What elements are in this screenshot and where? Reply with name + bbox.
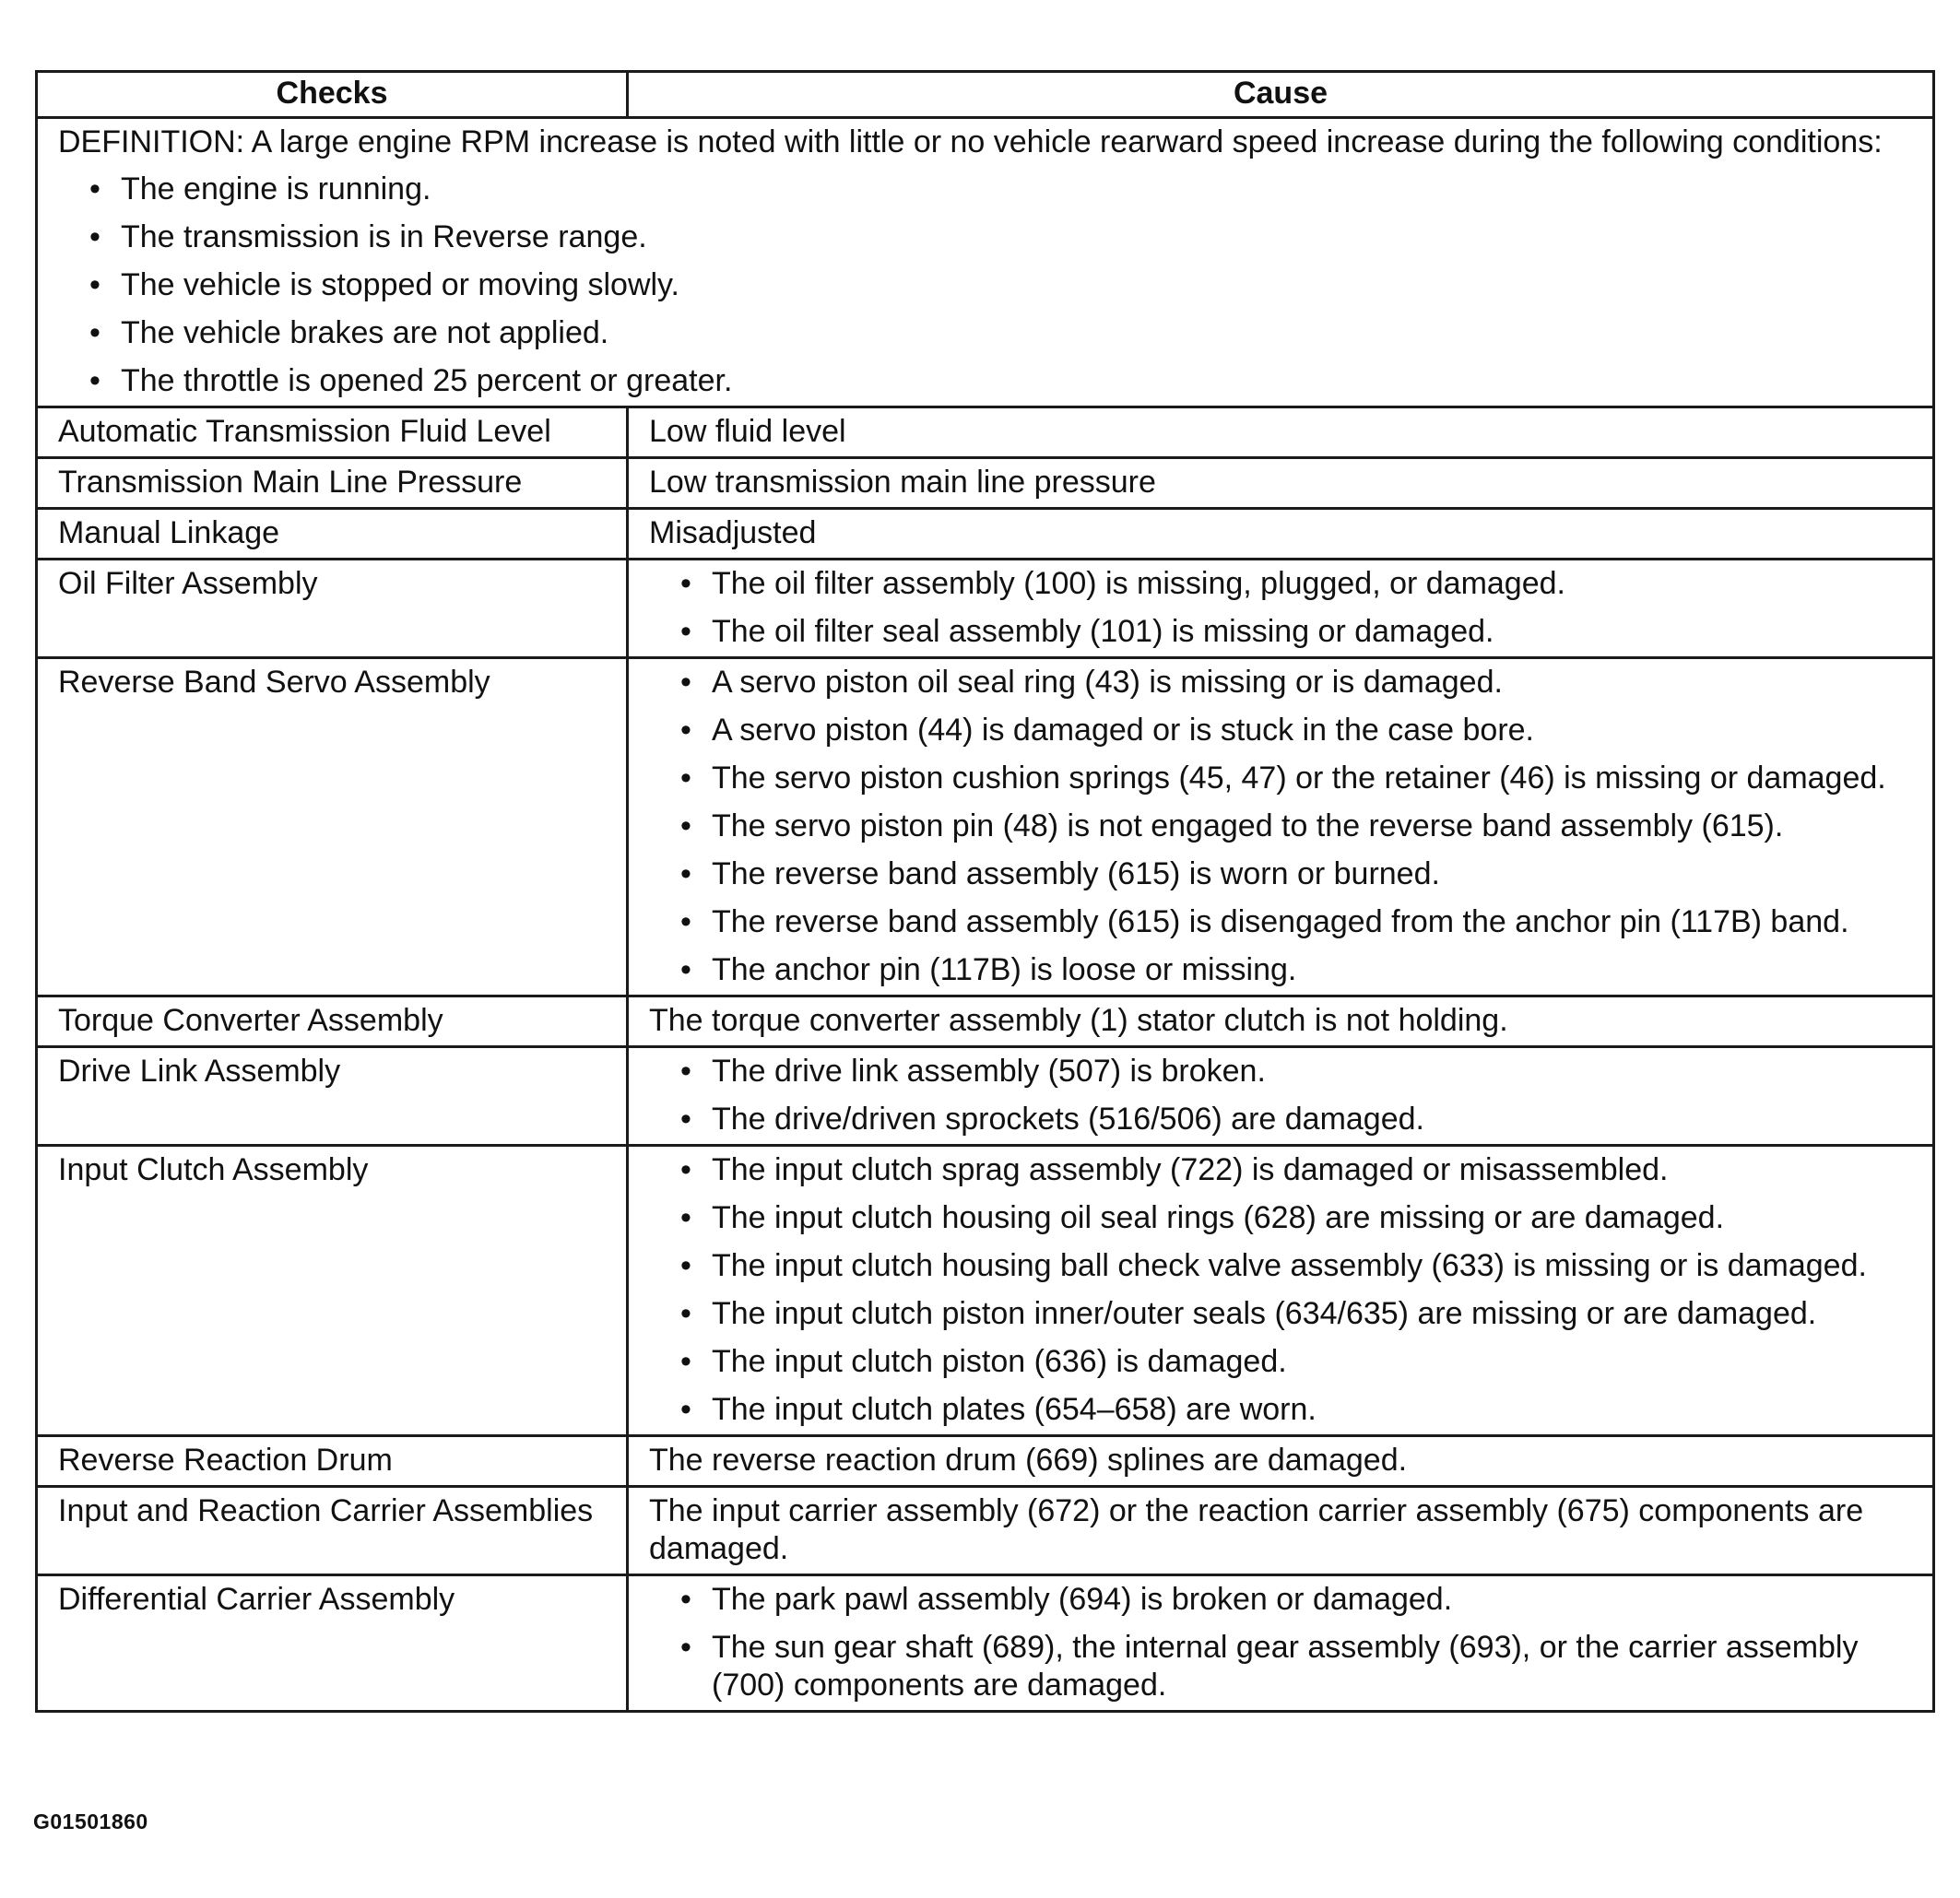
cause-cell: Low fluid level (628, 407, 1934, 458)
table-row (37, 1436, 1934, 1487)
condition-text: The throttle is opened 25 percent or greater. (121, 363, 733, 398)
cause-item (680, 565, 1923, 603)
condition-text: The vehicle brakes are not applied. (121, 315, 609, 350)
table-row (37, 1487, 1934, 1575)
check-cell: Torque Converter Assembly (37, 996, 628, 1047)
cause-item (680, 1343, 1923, 1381)
cause-text: The input clutch plates (654–658) are worn. (712, 1392, 1317, 1427)
table-row (37, 1575, 1934, 1712)
cause-item (680, 1581, 1923, 1619)
table-row (37, 560, 1934, 658)
cause-item (680, 1151, 1923, 1189)
bullet-icon: • (89, 267, 100, 302)
cause-item (680, 855, 1923, 893)
cause-text: The oil filter assembly (100) is missing, plugged, or damaged. (712, 566, 1565, 601)
bullet-icon: • (680, 904, 691, 939)
check-cell: Input Clutch Assembly (37, 1146, 628, 1436)
cause-text: The drive link assembly (507) is broken. (712, 1054, 1266, 1089)
bullet-icon: • (680, 1392, 691, 1427)
cause-cell: Low transmission main line pressure (628, 458, 1934, 509)
check-cell: Reverse Band Servo Assembly (37, 658, 628, 996)
cause-text: The oil filter seal assembly (101) is missing or damaged. (712, 614, 1494, 649)
cause-text: The input clutch housing ball check valve assembly (633) is missing or is damaged. (712, 1248, 1867, 1283)
condition-item (89, 218, 1923, 256)
cause-item (680, 808, 1923, 845)
cause-list (649, 1053, 1923, 1138)
bullet-icon: • (89, 171, 100, 206)
cause-cell: The reverse reaction drum (669) splines are damaged. (628, 1436, 1934, 1487)
definition-text: DEFINITION: A large engine RPM increase is noted with little or no vehicle rearward speed increase during the following conditions: (58, 124, 1883, 159)
bullet-icon: • (680, 760, 691, 796)
cause-item (680, 613, 1923, 651)
cause-list (649, 565, 1923, 651)
cause-text: A servo piston oil seal ring (43) is missing or is damaged. (712, 665, 1503, 700)
figure-id: G01501860 (33, 1810, 148, 1833)
check-cell: Input and Reaction Carrier Assemblies (37, 1487, 628, 1575)
condition-item (89, 171, 1923, 208)
bullet-icon: • (680, 1054, 691, 1089)
cause-text: The park pawl assembly (694) is broken or damaged. (712, 1582, 1453, 1617)
check-cell: Manual Linkage (37, 509, 628, 560)
cause-item (680, 1053, 1923, 1090)
cause-text: The input clutch housing oil seal rings (628) are missing or are damaged. (712, 1200, 1725, 1235)
bullet-icon: • (89, 219, 100, 254)
bullet-icon: • (680, 1152, 691, 1187)
cause-header: Cause (628, 72, 1934, 118)
table-row (37, 996, 1934, 1047)
cause-cell (628, 1575, 1934, 1712)
cause-text: The sun gear shaft (689), the internal gear assembly (693), or the carrier assembly (700) components are damaged. (712, 1630, 1859, 1703)
bullet-icon: • (680, 713, 691, 748)
cause-cell: Misadjusted (628, 509, 1934, 560)
cause-cell: The input carrier assembly (672) or the reaction carrier assembly (675) components are damaged. (628, 1487, 1934, 1575)
check-cell: Reverse Reaction Drum (37, 1436, 628, 1487)
cause-item (680, 1391, 1923, 1429)
bullet-icon: • (680, 1102, 691, 1137)
bullet-icon: • (89, 363, 100, 398)
check-cell: Transmission Main Line Pressure (37, 458, 628, 509)
cause-item (680, 1247, 1923, 1285)
bullet-icon: • (680, 1582, 691, 1617)
cause-item (680, 903, 1923, 941)
bullet-icon: • (89, 315, 100, 350)
table-row (37, 1047, 1934, 1146)
bullet-icon: • (680, 614, 691, 649)
cause-item (680, 1629, 1923, 1704)
bullet-icon: • (680, 1248, 691, 1283)
cause-item (680, 712, 1923, 749)
cause-text: The input clutch piston (636) is damaged. (712, 1344, 1287, 1379)
bullet-icon: • (680, 665, 691, 700)
cause-item (680, 1295, 1923, 1333)
cause-cell: The torque converter assembly (1) stator clutch is not holding. (628, 996, 1934, 1047)
checks-header: Checks (37, 72, 628, 118)
table-row (37, 407, 1934, 458)
condition-item (89, 314, 1923, 352)
bullet-icon: • (680, 1344, 691, 1379)
cause-text: A servo piston (44) is damaged or is stuck in the case bore. (712, 713, 1535, 748)
cause-cell (628, 658, 1934, 996)
bullet-icon: • (680, 856, 691, 891)
condition-text: The engine is running. (121, 171, 431, 206)
check-cell: Drive Link Assembly (37, 1047, 628, 1146)
cause-item (680, 760, 1923, 797)
check-cell: Differential Carrier Assembly (37, 1575, 628, 1712)
bullet-icon: • (680, 952, 691, 987)
cause-item (680, 664, 1923, 701)
bullet-icon: • (680, 1200, 691, 1235)
table-row (37, 458, 1934, 509)
condition-text: The vehicle is stopped or moving slowly. (121, 267, 679, 302)
table-row (37, 509, 1934, 560)
bullet-icon: • (680, 808, 691, 843)
cause-text: The input clutch sprag assembly (722) is damaged or misassembled. (712, 1152, 1669, 1187)
cause-text: The servo piston pin (48) is not engaged to the reverse band assembly (615). (712, 808, 1784, 843)
cause-list (649, 1581, 1923, 1704)
cause-text: The reverse band assembly (615) is worn or burned. (712, 856, 1440, 891)
cause-text: The servo piston cushion springs (45, 47) or the retainer (46) is missing or damaged. (712, 760, 1886, 796)
condition-item (89, 362, 1923, 400)
cause-list (649, 664, 1923, 989)
cause-text: The anchor pin (117B) is loose or missing. (712, 952, 1297, 987)
cause-text: The reverse band assembly (615) is disengaged from the anchor pin (117B) band. (712, 904, 1849, 939)
cause-text: The input clutch piston inner/outer seals (634/635) are missing or are damaged. (712, 1296, 1817, 1331)
definition-row (37, 118, 1934, 407)
definition-cell (37, 118, 1934, 407)
cause-cell (628, 560, 1934, 658)
definition-conditions (58, 171, 1923, 400)
bullet-icon: • (680, 1296, 691, 1331)
bullet-icon: • (680, 566, 691, 601)
check-cell: Automatic Transmission Fluid Level (37, 407, 628, 458)
cause-item (680, 1199, 1923, 1237)
cause-item (680, 951, 1923, 989)
cause-item (680, 1101, 1923, 1138)
cause-cell (628, 1146, 1934, 1436)
table-row (37, 1146, 1934, 1436)
header-row (37, 72, 1934, 118)
bullet-icon: • (680, 1630, 691, 1665)
cause-cell (628, 1047, 1934, 1146)
diagnosis-table (35, 70, 1935, 1713)
cause-list (649, 1151, 1923, 1429)
cause-text: The drive/driven sprockets (516/506) are damaged. (712, 1102, 1424, 1137)
condition-item (89, 266, 1923, 304)
check-cell: Oil Filter Assembly (37, 560, 628, 658)
condition-text: The transmission is in Reverse range. (121, 219, 647, 254)
table-row (37, 658, 1934, 996)
